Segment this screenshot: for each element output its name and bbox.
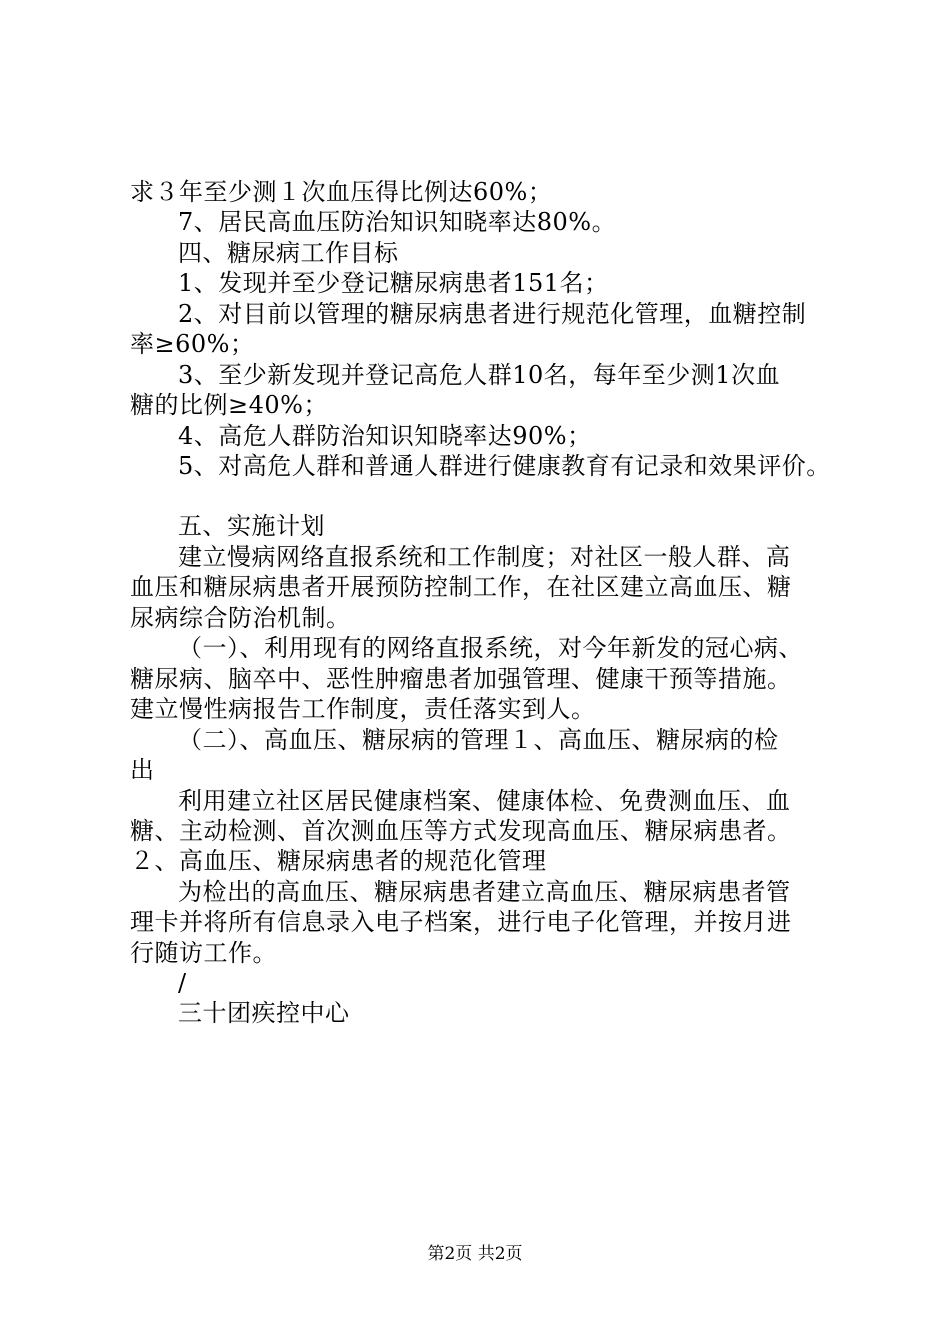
body-line: （二）、高血压、糖尿病的管理１、高血压、糖尿病的检 xyxy=(178,726,779,754)
separator-slash: / xyxy=(178,969,187,997)
body-line: （一）、利用现有的网络直报系统，对今年新发的冠心病、 xyxy=(178,634,803,662)
signature-organization: 三十团疾控中心 xyxy=(178,999,350,1027)
body-line: 建立慢性病报告工作制度，责任落实到人。 xyxy=(130,695,596,723)
body-line: 求３年至少测１次血压得比例达60%； xyxy=(130,178,553,206)
body-line: 7、居民高血压防治知识知晓率达80%。 xyxy=(178,208,617,236)
body-line: 尿病综合防治机制。 xyxy=(130,604,351,632)
section-heading: 四、糖尿病工作目标 xyxy=(178,239,399,267)
body-line: 5、对高危人群和普通人群进行健康教育有记录和效果评价。 xyxy=(178,452,831,480)
body-line: 率≥60%； xyxy=(130,330,255,358)
body-line: 糖、主动检测、首次测血压等方式发现高血压、糖尿病患者。 xyxy=(130,817,792,845)
body-line: 理卡并将所有信息录入电子档案，进行电子化管理，并按月进 xyxy=(130,908,792,936)
body-line: ２、高血压、糖尿病患者的规范化管理 xyxy=(130,847,547,875)
body-line: 血压和糖尿病患者开展预防控制工作，在社区建立高血压、糖 xyxy=(130,573,792,601)
body-line: 糖的比例≥40%； xyxy=(130,391,328,419)
body-line: 行随访工作。 xyxy=(130,939,277,967)
body-line: 2、对目前以管理的糖尿病患者进行规范化管理，血糖控制 xyxy=(178,300,807,328)
body-line: 1、发现并至少登记糖尿病患者151名； xyxy=(178,269,609,297)
body-line: 为检出的高血压、糖尿病患者建立高血压、糖尿病患者管 xyxy=(178,878,791,906)
body-line: 出 xyxy=(130,756,155,784)
body-line: 建立慢病网络直报系统和工作制度；对社区一般人群、高 xyxy=(178,543,791,571)
page-footer: 第2页 共2页 xyxy=(427,1244,523,1264)
body-line: 糖尿病、脑卒中、恶性肿瘤患者加强管理、健康干预等措施。 xyxy=(130,665,792,693)
body-line: 4、高危人群防治知识知晓率达90%； xyxy=(178,422,592,450)
section-heading: 五、实施计划 xyxy=(178,512,325,540)
body-line: 3、至少新发现并登记高危人群10名，每年至少测1次血 xyxy=(178,361,781,389)
body-line: 利用建立社区居民健康档案、健康体检、免费测血压、血 xyxy=(178,787,791,815)
